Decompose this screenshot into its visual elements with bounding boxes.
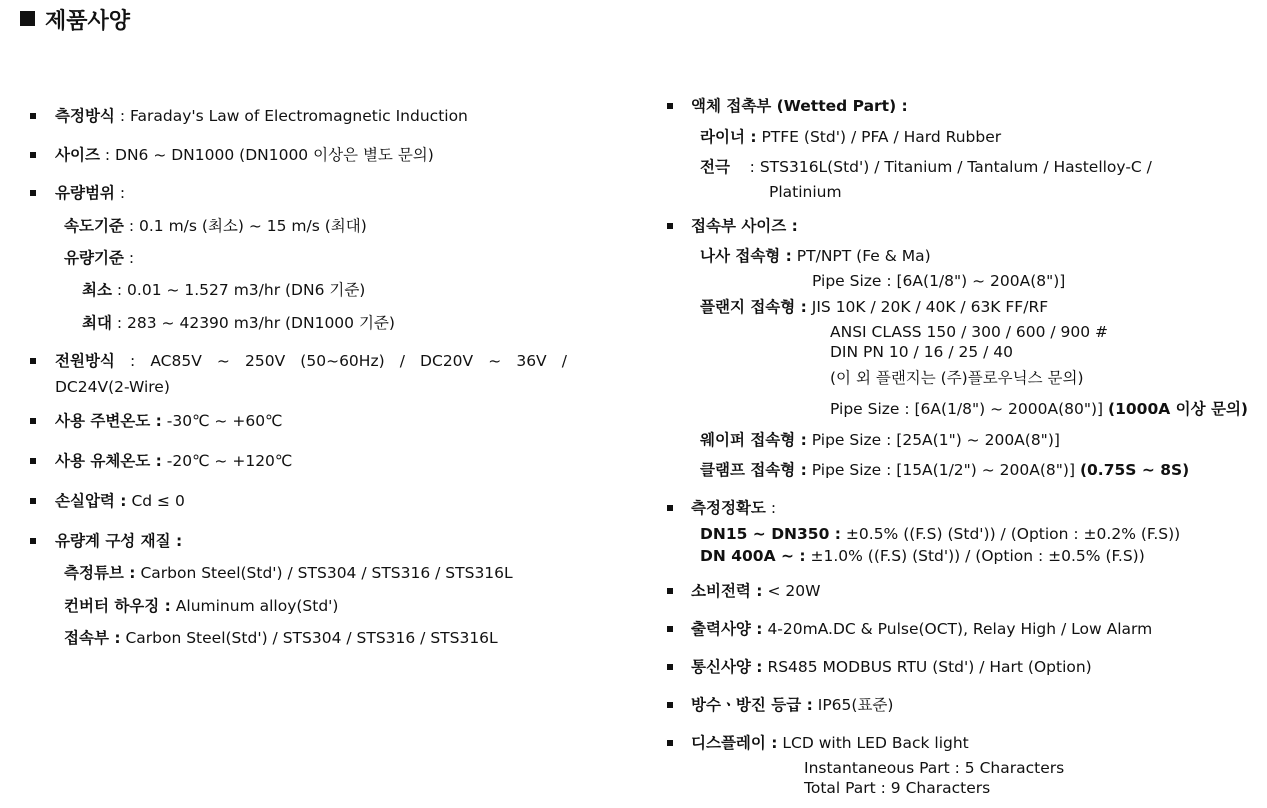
spec-measure-method: 측정방식 : Faraday's Law of Electromagnetic Induction xyxy=(55,107,468,125)
bullet-icon xyxy=(30,113,36,119)
spec-flange-pipe: Pipe Size : [6A(1/8") ~ 2000A(80")] (1000A 이상 문의) xyxy=(830,400,1249,418)
spec-size: 사이즈 : DN6 ~ DN1000 (DN1000 이상은 별도 문의) xyxy=(55,146,434,164)
bullet-icon xyxy=(667,702,673,708)
bullet-icon xyxy=(30,538,36,544)
spec-flange-note: (이 외 플랜지는 (주)플로우닉스 문의) xyxy=(830,369,1084,387)
bullet-icon xyxy=(667,740,673,746)
bullet-icon xyxy=(30,358,36,364)
spec-wetted-part: 액체 접촉부 (Wetted Part) : xyxy=(691,97,908,115)
spec-flow-max: 최대 : 283 ~ 42390 m3/hr (DN1000 기준) xyxy=(82,314,395,332)
spec-accuracy-line1: DN15 ~ DN350 : ±0.5% ((F.S) (Std')) / (Option : ±0.2% (F.S)) xyxy=(700,525,1181,543)
square-bullet-icon xyxy=(20,11,35,26)
spec-flow-range: 유량범위 : xyxy=(55,184,126,202)
bullet-icon xyxy=(667,103,673,109)
spec-wafer-type: 웨이퍼 접속형 : Pipe Size : [25A(1") ~ 200A(8")] xyxy=(700,431,1060,449)
spec-housing: 컨버터 하우징 : Aluminum alloy(Std') xyxy=(64,597,339,615)
spec-tube: 측정튜브 : Carbon Steel(Std') / STS304 / STS316 / STS316L xyxy=(64,564,513,582)
spec-flow-min: 최소 : 0.01 ~ 1.527 m3/hr (DN6 기준) xyxy=(82,281,366,299)
bullet-icon xyxy=(30,190,36,196)
bullet-icon xyxy=(667,223,673,229)
page-title: 제품사양 xyxy=(20,6,130,38)
spec-electrode-line2: Platinium xyxy=(769,183,842,201)
bullet-icon xyxy=(30,498,36,504)
bullet-icon xyxy=(30,458,36,464)
spec-display: 디스플레이 : LCD with LED Back light xyxy=(691,734,969,752)
bullet-icon xyxy=(667,664,673,670)
spec-flange-din: DIN PN 10 / 16 / 25 / 40 xyxy=(830,343,1014,361)
spec-pressure-loss: 손실압력 : Cd ≤ 0 xyxy=(55,492,185,510)
spec-fluid-temp: 사용 유체온도 : -20℃ ~ +120℃ xyxy=(55,452,293,470)
spec-screw-type: 나사 접속형 : PT/NPT (Fe & Ma) xyxy=(700,247,931,265)
spec-display-total: Total Part : 9 Characters xyxy=(804,779,991,797)
spec-ambient-temp: 사용 주변온도 : -30℃ ~ +60℃ xyxy=(55,412,283,430)
spec-composition: 유량계 구성 재질 : xyxy=(55,532,183,550)
spec-flange-type: 플랜지 접속형 : JIS 10K / 20K / 40K / 63K FF/RF xyxy=(700,298,1049,316)
spec-power-line2: DC24V(2-Wire) xyxy=(55,378,170,396)
spec-accuracy: 측정정확도 : xyxy=(691,499,777,517)
bullet-icon xyxy=(667,588,673,594)
spec-output: 출력사양 : 4-20mA.DC & Pulse(OCT), Relay High / Low Alarm xyxy=(691,620,1153,638)
spec-flow-basis: 유량기준 : xyxy=(64,249,135,267)
spec-clamp-type: 클램프 접속형 : Pipe Size : [15A(1/2") ~ 200A(8")] (0.75S ~ 8S) xyxy=(700,461,1190,479)
spec-connection-size: 접속부 사이즈 : xyxy=(691,217,798,235)
spec-power-consumption: 소비전력 : < 20W xyxy=(691,582,821,600)
spec-power: 전원방식 : AC85V ~ 250V (50~60Hz) / DC20V ~ 36V / xyxy=(55,352,567,370)
spec-protection: 방수ㆍ방진 등급 : IP65(표준) xyxy=(691,696,894,714)
bullet-icon xyxy=(30,418,36,424)
spec-flange-ansi: ANSI CLASS 150 / 300 / 600 / 900 # xyxy=(830,323,1109,341)
spec-display-instantaneous: Instantaneous Part : 5 Characters xyxy=(804,759,1065,777)
spec-liner: 라이너 : PTFE (Std') / PFA / Hard Rubber xyxy=(700,128,1002,146)
spec-communication: 통신사양 : RS485 MODBUS RTU (Std') / Hart (Option) xyxy=(691,658,1092,676)
spec-accuracy-line2: DN 400A ~ : ±1.0% ((F.S) (Std')) / (Option : ±0.5% (F.S)) xyxy=(700,547,1145,565)
spec-velocity: 속도기준 : 0.1 m/s (최소) ~ 15 m/s (최대) xyxy=(64,217,367,235)
spec-connection: 접속부 : Carbon Steel(Std') / STS304 / STS316 / STS316L xyxy=(64,629,498,647)
bullet-icon xyxy=(30,152,36,158)
spec-electrode: 전극 : STS316L(Std') / Titanium / Tantalum / Hastelloy-C / xyxy=(700,158,1152,176)
bullet-icon xyxy=(667,626,673,632)
spec-screw-pipe: Pipe Size : [6A(1/8") ~ 200A(8")] xyxy=(812,272,1066,290)
bullet-icon xyxy=(667,505,673,511)
